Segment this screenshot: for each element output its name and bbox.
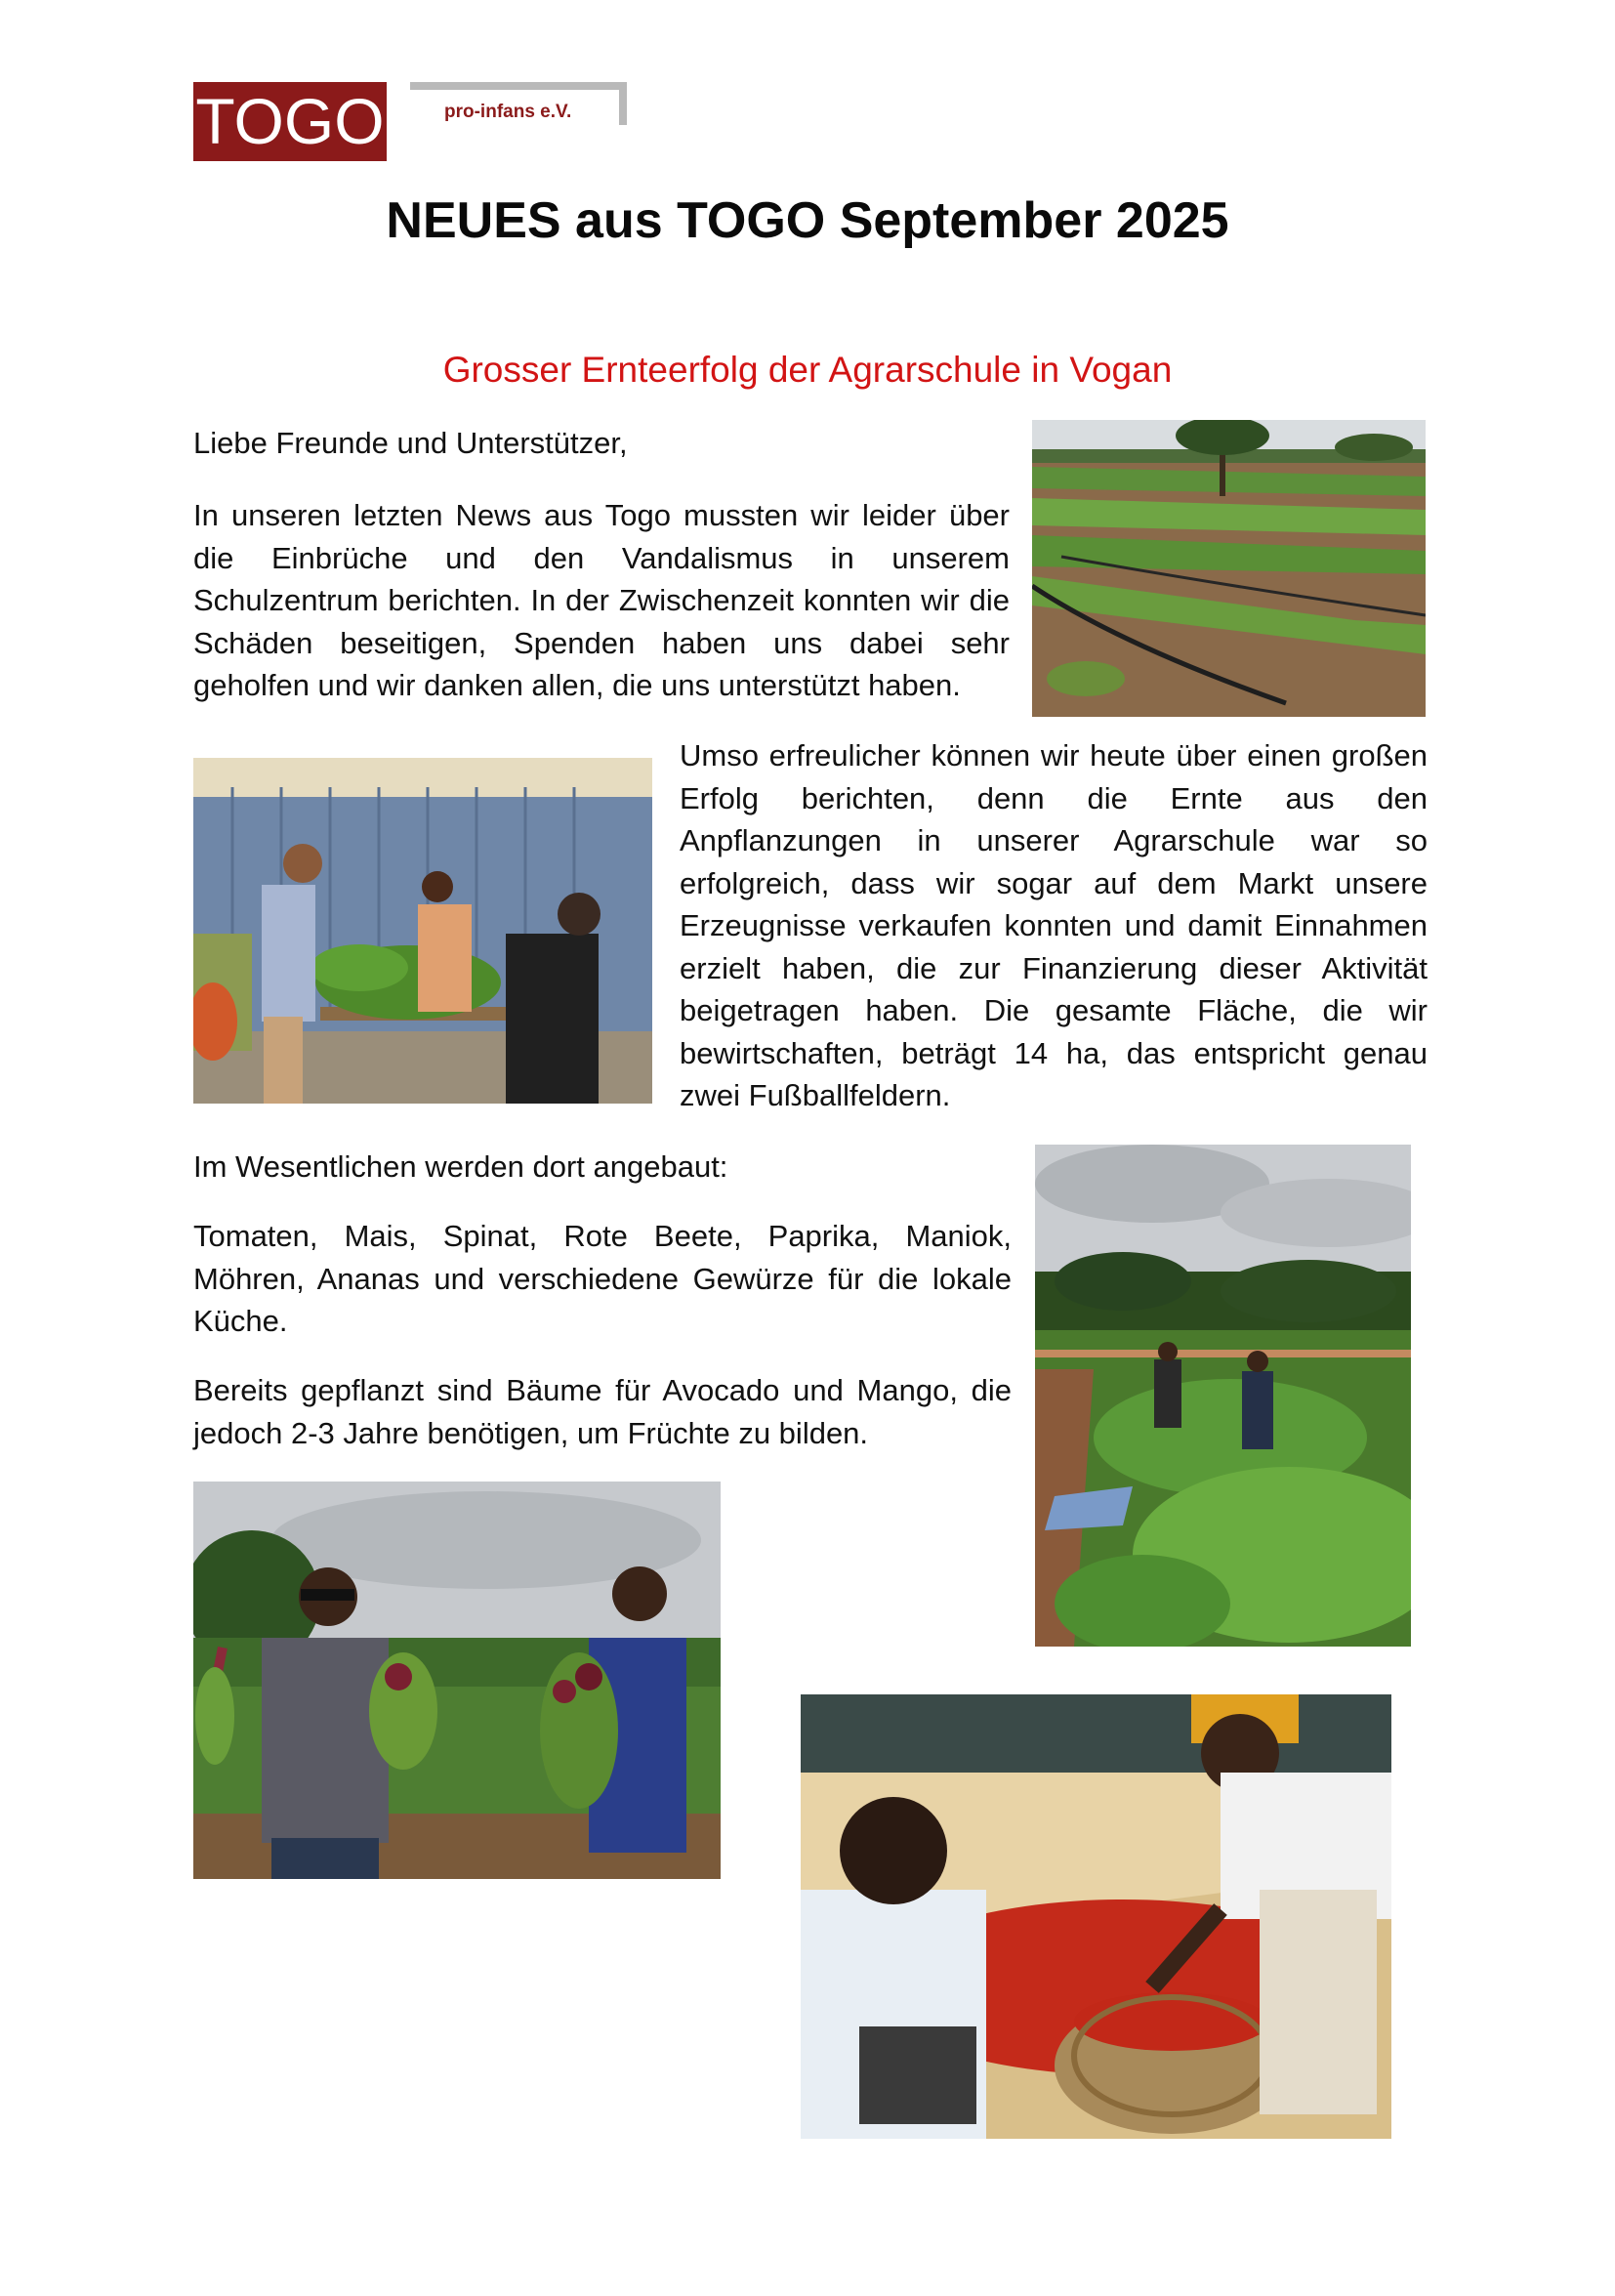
article-subtitle: Grosser Ernteerfolg der Agrarschule in Vogan — [442, 350, 1173, 390]
paragraph-2: Umso erfreulicher können wir heute über einen großen Erfolg berichten, denn die Ernte aus den Anpflanzungen in unserer Agrarschule war so erfolgreich, dass wir sogar auf dem Markt unsere Erzeugnisse verkaufen konnten und damit Einnahmen erzielt haben, die zur Finanzierung dieser Aktivität beigetragen haben. Die gesamte Fläche, die wir bewirtschaften, beträgt 14 ha, das entspricht genau zwei Fußballfeldern. — [680, 738, 1428, 1112]
field-irrigation-photo — [1032, 420, 1426, 717]
page-title: NEUES aus TOGO September 2025 — [386, 192, 1229, 249]
togo-logo: TOGO — [193, 82, 387, 161]
cassava-field-photo — [1035, 1145, 1411, 1647]
crops-intro: Im Wesentlichen werden dort angebaut: — [193, 1149, 728, 1184]
trees-paragraph: Bereits gepflanzt sind Bäume für Avocado und Mango, die jedoch 2-3 Jahre benötigen, um Früchte zu bilden. — [193, 1373, 1012, 1450]
paragraph-1: In unseren letzten News aus Togo mussten wir leider über die Einbrüche und den Vandalismus in unserem Schulzentrum berichten. In der Zwischenzeit konnten wir die Schäden beseitigen, Spenden haben uns dabei sehr geholfen und wir danken allen, die uns unterstützt haben. — [193, 498, 1010, 702]
organization-name: pro-infans e.V. — [444, 102, 572, 122]
greeting: Liebe Freunde und Unterstützer, — [193, 426, 628, 460]
tomato-harvest-photo — [801, 1694, 1391, 2139]
crops-list: Tomaten, Mais, Spinat, Rote Beete, Paprika, Maniok, Möhren, Ananas und verschiedene Gewürze für die lokale Küche. — [193, 1219, 1012, 1338]
beetroot-harvest-photo — [193, 1482, 721, 1879]
leaf-sorting-photo — [193, 758, 652, 1104]
